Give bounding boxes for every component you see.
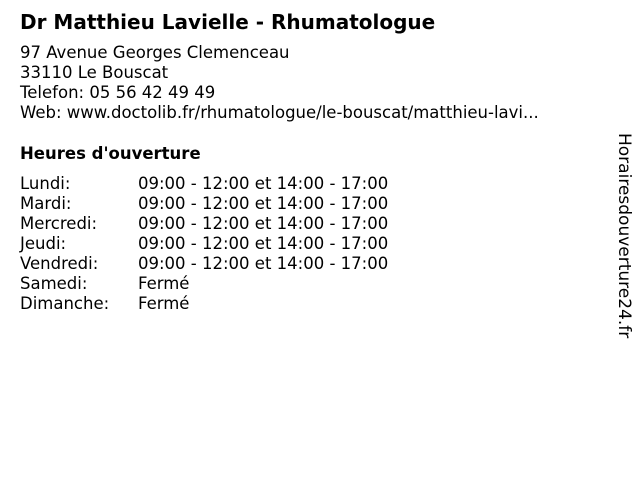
phone-number: Telefon: 05 56 42 49 49 xyxy=(20,83,216,102)
time-value: 09:00 - 12:00 et 14:00 - 17:00 xyxy=(138,214,389,233)
day-label: Mardi: xyxy=(20,194,72,213)
hours-row-sunday xyxy=(20,294,388,314)
time-value: 09:00 - 12:00 et 14:00 - 17:00 xyxy=(138,234,389,253)
hours-row-thursday xyxy=(20,234,388,254)
city-address: 33110 Le Bouscat xyxy=(20,63,169,82)
day-label: Jeudi: xyxy=(20,234,67,253)
time-value: Fermé xyxy=(138,294,190,313)
hours-row-tuesday xyxy=(20,194,388,214)
hours-heading: Heures d'ouverture xyxy=(20,144,201,163)
day-label: Vendredi: xyxy=(20,254,99,273)
day-label: Dimanche: xyxy=(20,294,110,313)
watermark-text: Horairesdouverture24.fr xyxy=(614,133,634,339)
time-value: 09:00 - 12:00 et 14:00 - 17:00 xyxy=(138,254,389,273)
contact-block xyxy=(20,43,539,123)
page-title: Dr Matthieu Lavielle - Rhumatologue xyxy=(20,10,436,34)
time-value: Fermé xyxy=(138,274,190,293)
website-url: Web: www.doctolib.fr/rhumatologue/le-bouscat/matthieu-lavi... xyxy=(20,103,539,122)
time-value: 09:00 - 12:00 et 14:00 - 17:00 xyxy=(138,174,389,193)
site-watermark xyxy=(612,133,636,345)
opening-hours-list xyxy=(20,174,388,314)
street-address: 97 Avenue Georges Clemenceau xyxy=(20,43,290,62)
hours-row-monday xyxy=(20,174,388,194)
hours-row-wednesday xyxy=(20,214,388,234)
day-label: Samedi: xyxy=(20,274,88,293)
hours-row-saturday xyxy=(20,274,388,294)
hours-row-friday xyxy=(20,254,388,274)
time-value: 09:00 - 12:00 et 14:00 - 17:00 xyxy=(138,194,389,213)
day-label: Mercredi: xyxy=(20,214,98,233)
day-label: Lundi: xyxy=(20,174,71,193)
